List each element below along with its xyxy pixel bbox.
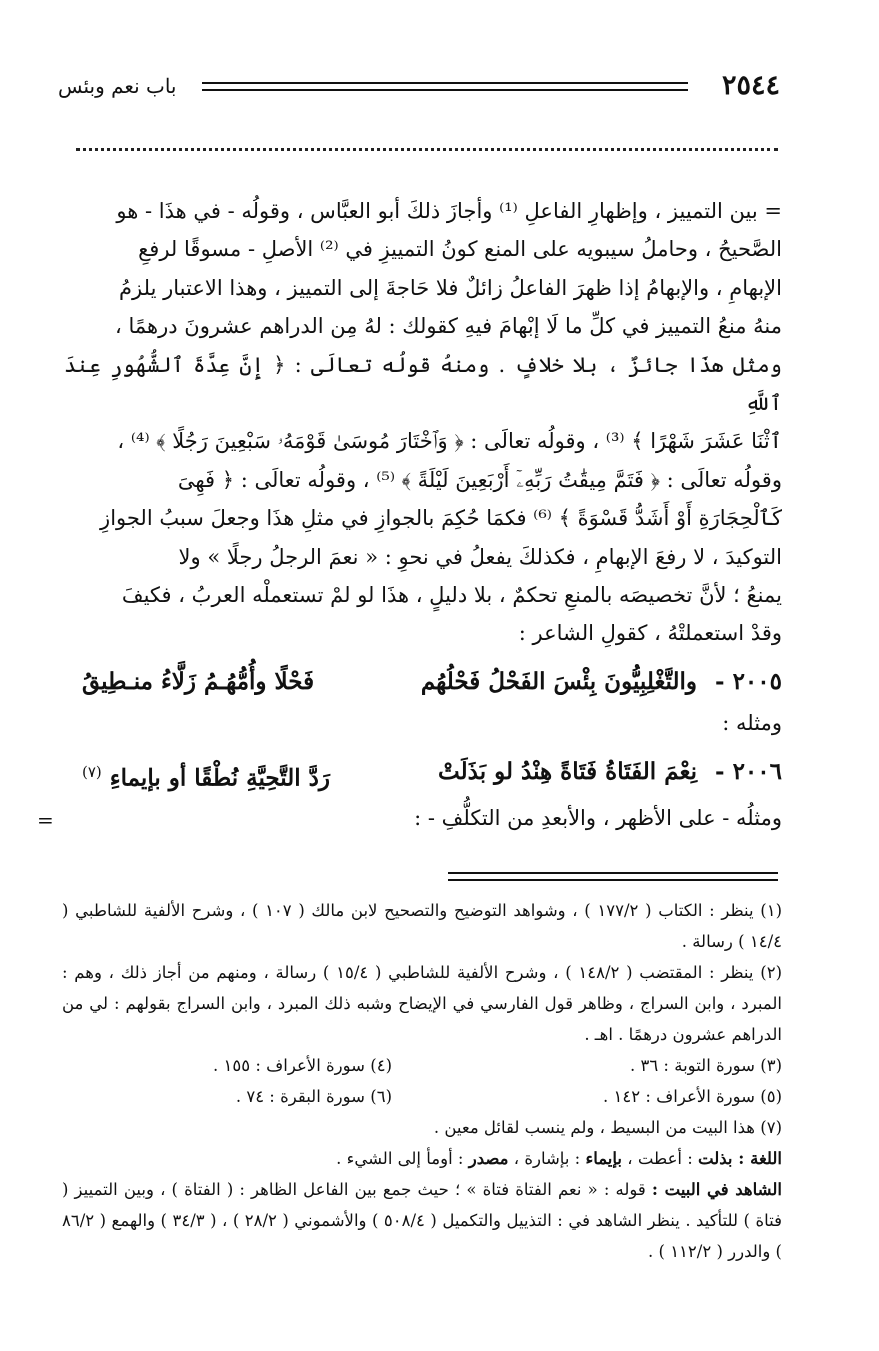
footnote-5: (٥) سورة الأعراف : ١٤٢ . — [603, 1087, 782, 1106]
body-line: الإبهامِ ، والإبهامُ إذا ظهرَ الفاعلُ زائلٌ فلا حَاجةَ إلى التمييز ، وهذا الاعتبار يلزمُ — [119, 275, 782, 300]
continuation-mark: = — [37, 808, 54, 832]
verse-hemistich-second: فَحْلًا وأُمُّهُـمُ زَلَّاءُ منـطِيقُ — [82, 668, 315, 695]
footnote-4: (٤) سورة الأعراف : ١٥٥ . — [213, 1056, 392, 1075]
chapter-title: باب نعم وبئس — [58, 74, 177, 98]
lugha-label: اللغة : — [738, 1149, 782, 1168]
lugha-word: بإيماء — [585, 1149, 623, 1168]
body-line: منهُ منعُ التمييز في كلِّ ما لَا إبْهامَ فيهِ كقولك : لهُ مِن الدراهم عشرونَ درهمًا ، — [115, 314, 782, 339]
body-line: التوكيدَ ، لا رفعَ الإبهامِ ، فكذلكَ يفعلُ في نحوِ : « نعمَ الرجلُ رجلًا » ولا — [178, 544, 782, 569]
lugha-word: مصدر — [468, 1149, 509, 1168]
shahid-label: الشاهد في البيت : — [651, 1180, 782, 1199]
lugha-gloss: : بإشارة ، — [508, 1149, 586, 1168]
intro-line: ومثله : — [722, 711, 782, 735]
verse-hemistich-first: والتَّغْلِبِيُّونَ بِئْسَ الفَحْلُ فَحْلُهُم — [420, 668, 697, 695]
footnote-separator — [448, 872, 778, 881]
running-header — [58, 66, 780, 106]
shahid-note — [62, 1174, 782, 1267]
verse-2006 — [82, 752, 782, 792]
body-line: ومثل هذَا جائزٌ ، بلا خلافٍ . ومنهُ قولُه تعالَى : ﴿ إِنَّ عِدَّةَ ٱلشُّهُورِ عِندَ ٱللَّهِ — [64, 352, 782, 416]
main-text — [64, 192, 782, 653]
footnote-row — [62, 1081, 782, 1112]
footnote-3: (٣) سورة التوبة : ٣٦ . — [629, 1056, 782, 1075]
body-line: ٱثْنَا عَشَرَ شَهْرًا ﴾ ⁽³⁾ ، وقولُه تعالَى : ﴿ وَٱخْتَارَ مُوسَىٰ قَوْمَهُۥ سَبْعِينَ رَجُلًا ﴾ ⁽⁴⁾ ، — [117, 429, 782, 454]
body-line: كَٱلْحِجَارَةِ أَوْ أَشَدُّ قَسْوَةً ﴾ ⁽⁶⁾ فكمَا حُكِمَ بالجوازِ في مثلِ هذَا وجعلَ سببُ الجوازِ — [100, 506, 782, 531]
page-number: ٢٥٤٤ — [721, 70, 780, 101]
verse-hemistich-second: رَدَّ التَّحِيَّةِ نُطْقًا أو بإيماءِ — [109, 764, 330, 792]
footnote-row — [62, 1050, 782, 1081]
lugha-note — [62, 1143, 782, 1174]
intro-line: ومثلُه - على الأظهر ، والأبعدِ من التكلُّفِ - : — [414, 806, 782, 830]
body-line: وقدْ استعملتْهُ ، كقولِ الشاعر : — [518, 621, 782, 646]
shahid-text: قوله : « نعم الفتاة فتاة » ؛ حيث جمع بين الفاعل الظاهر : ( الفتاة ) ، وبين التمييز ( فتاة ) للتأكيد . ينظر الشاهد في : التذييل والتكميل ( ٥٠٨/٤ ) والأشموني ( ٢٨/٢ ) ، ( ٣٤/٣ ) والهمع ( ٨٦/٢ ) والدرر ( ١١٢/٢ ) . — [62, 1180, 782, 1261]
footnote-6: (٦) سورة البقرة : ٧٤ . — [235, 1087, 392, 1106]
verse-number: ٢٠٠٦ - — [715, 758, 782, 785]
verse-2005 — [82, 662, 782, 702]
lugha-gloss: : أعطت ، — [622, 1149, 699, 1168]
footnote-1: (١) ينظر : الكتاب ( ١٧٧/٢ ) ، وشواهد التوضيح والتصحيح لابن مالك ( ١٠٧ ) ، وشرح الألفية للشاطبي ( ١٤/٤ ) رسالة . — [62, 901, 782, 951]
footnote-2: (٢) ينظر : المقتضب ( ١٤٨/٢ ) ، وشرح الألفية للشاطبي ( ١٥/٤ ) رسالة ، ومنهم من أجاز ذلك ، وهم : المبرد ، وابن السراج ، وظاهر قول الفارسي في الإيضاح وشبه ذلك المبرد ، وابن السراج بقولهم : لي من الدراهم عشرون درهمًا . اهـ . — [62, 963, 782, 1044]
dotted-separator — [76, 148, 778, 151]
footnote-7: (٧) هذا البيت من البسيط ، ولم ينسب لقائل معين . — [433, 1118, 782, 1137]
footnotes — [62, 895, 782, 1267]
body-line: = بين التمييز ، وإظهارِ الفاعلِ ⁽¹⁾ وأجازَ ذلكَ أبو العبَّاس ، وقولُه - في هذَا - هو — [116, 199, 782, 223]
header-double-rule — [202, 82, 688, 91]
verse-hemistich-first: نِعْمَ الفَتَاةُ فَتَاةً هِنْدُ لو بَذَلَتْ — [438, 758, 697, 785]
body-line: يمنعُ ؛ لأنَّ تخصيصَه بالمنعِ تحكمٌ ، بلا دليلٍ ، هذَا لو لمْ تستعملْه العربُ ، فكيفَ — [121, 583, 782, 608]
lugha-word: بذلت — [698, 1149, 739, 1168]
footnote-reference: (٧) — [82, 763, 102, 781]
body-line: الصَّحيحُ ، وحاملُ سيبويه على المنع كونُ التمييزِ في ⁽²⁾ الأصلِ - مسوقًا لرفعِ — [138, 237, 782, 262]
lugha-gloss: : أومأ إلى الشيء . — [336, 1149, 469, 1168]
verse-number: ٢٠٠٥ - — [715, 668, 782, 695]
body-line: وقولُه تعالَى : ﴿ فَتَمَّ مِيقَٰتُ رَبِّهِۦٓ أَرْبَعِينَ لَيْلَةً ﴾ ⁽⁵⁾ ، وقولُه تعالَى : ﴿ فَهِىَ — [177, 467, 782, 492]
